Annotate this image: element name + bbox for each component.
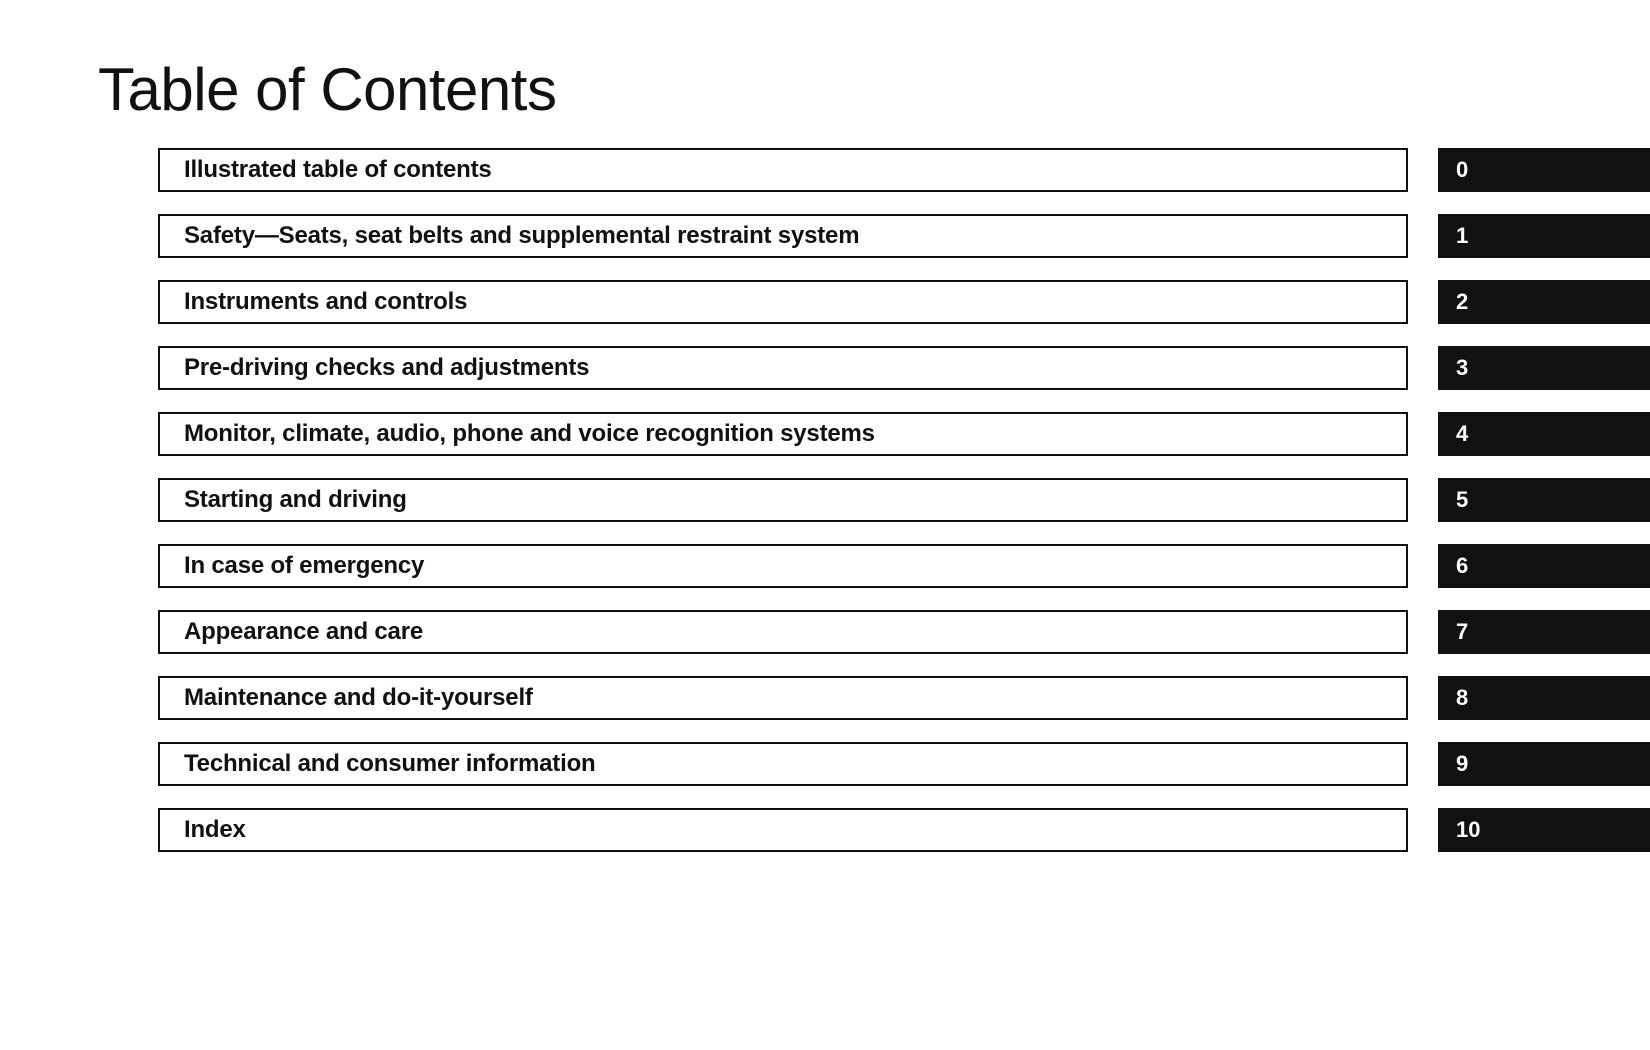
list-item[interactable] [158, 280, 1650, 346]
toc-entry-label: Safety—Seats, seat belts and supplemental restraint system [184, 222, 860, 249]
toc-tab-number: 6 [1456, 553, 1469, 578]
toc-entry-2[interactable] [158, 280, 1408, 324]
toc-entry-label: Technical and consumer information [184, 750, 596, 777]
toc-entry-label: Appearance and care [184, 618, 423, 645]
toc-tab-number: 1 [1456, 223, 1469, 248]
toc-tab-number: 0 [1456, 157, 1469, 182]
toc-tab-number: 2 [1456, 289, 1469, 314]
toc-tab-number: 10 [1456, 817, 1481, 842]
toc-entry-4[interactable] [158, 412, 1408, 456]
toc-tab-number: 3 [1456, 355, 1469, 380]
toc-entry-9[interactable] [158, 742, 1408, 786]
toc-entry-label: Index [184, 816, 246, 843]
toc-tab-6[interactable] [1438, 544, 1650, 588]
toc-entry-label: Starting and driving [184, 486, 407, 513]
page-title: Table of Contents [98, 56, 557, 123]
toc-tab-4[interactable] [1438, 412, 1650, 456]
toc-tab-number: 7 [1456, 619, 1469, 644]
toc-entry-label: Illustrated table of contents [184, 156, 492, 183]
toc-tab-number: 8 [1456, 685, 1469, 710]
toc-entry-10[interactable] [158, 808, 1408, 852]
toc-tab-0[interactable] [1438, 148, 1650, 192]
toc-entry-label: Monitor, climate, audio, phone and voice recognition systems [184, 420, 875, 447]
toc-entry-label: Pre-driving checks and adjustments [184, 354, 590, 381]
toc-entry-label: In case of emergency [184, 552, 425, 579]
toc-entry-1[interactable] [158, 214, 1408, 258]
toc-entry-0[interactable] [158, 148, 1408, 192]
toc-tab-8[interactable] [1438, 676, 1650, 720]
toc-entry-7[interactable] [158, 610, 1408, 654]
toc-tab-1[interactable] [1438, 214, 1650, 258]
list-item[interactable] [158, 676, 1650, 742]
toc-tab-3[interactable] [1438, 346, 1650, 390]
toc-tab-number: 4 [1456, 421, 1469, 446]
toc-entry-label: Instruments and controls [184, 288, 468, 315]
toc-tab-7[interactable] [1438, 610, 1650, 654]
toc-tab-9[interactable] [1438, 742, 1650, 786]
list-item[interactable] [158, 412, 1650, 478]
toc-entry-5[interactable] [158, 478, 1408, 522]
list-item[interactable] [158, 214, 1650, 280]
toc-tab-number: 5 [1456, 487, 1469, 512]
toc-entry-6[interactable] [158, 544, 1408, 588]
list-item[interactable] [158, 544, 1650, 610]
list-item[interactable] [158, 478, 1650, 544]
toc-entry-8[interactable] [158, 676, 1408, 720]
toc-tab-2[interactable] [1438, 280, 1650, 324]
toc-entry-label: Maintenance and do-it-yourself [184, 684, 533, 711]
list-item[interactable] [158, 610, 1650, 676]
toc-tab-number: 9 [1456, 751, 1469, 776]
toc-tab-10[interactable] [1438, 808, 1650, 852]
toc-entry-3[interactable] [158, 346, 1408, 390]
list-item[interactable] [158, 808, 1650, 874]
table-of-contents-list [158, 148, 1650, 874]
list-item[interactable] [158, 346, 1650, 412]
list-item[interactable] [158, 148, 1650, 214]
list-item[interactable] [158, 742, 1650, 808]
toc-tab-5[interactable] [1438, 478, 1650, 522]
